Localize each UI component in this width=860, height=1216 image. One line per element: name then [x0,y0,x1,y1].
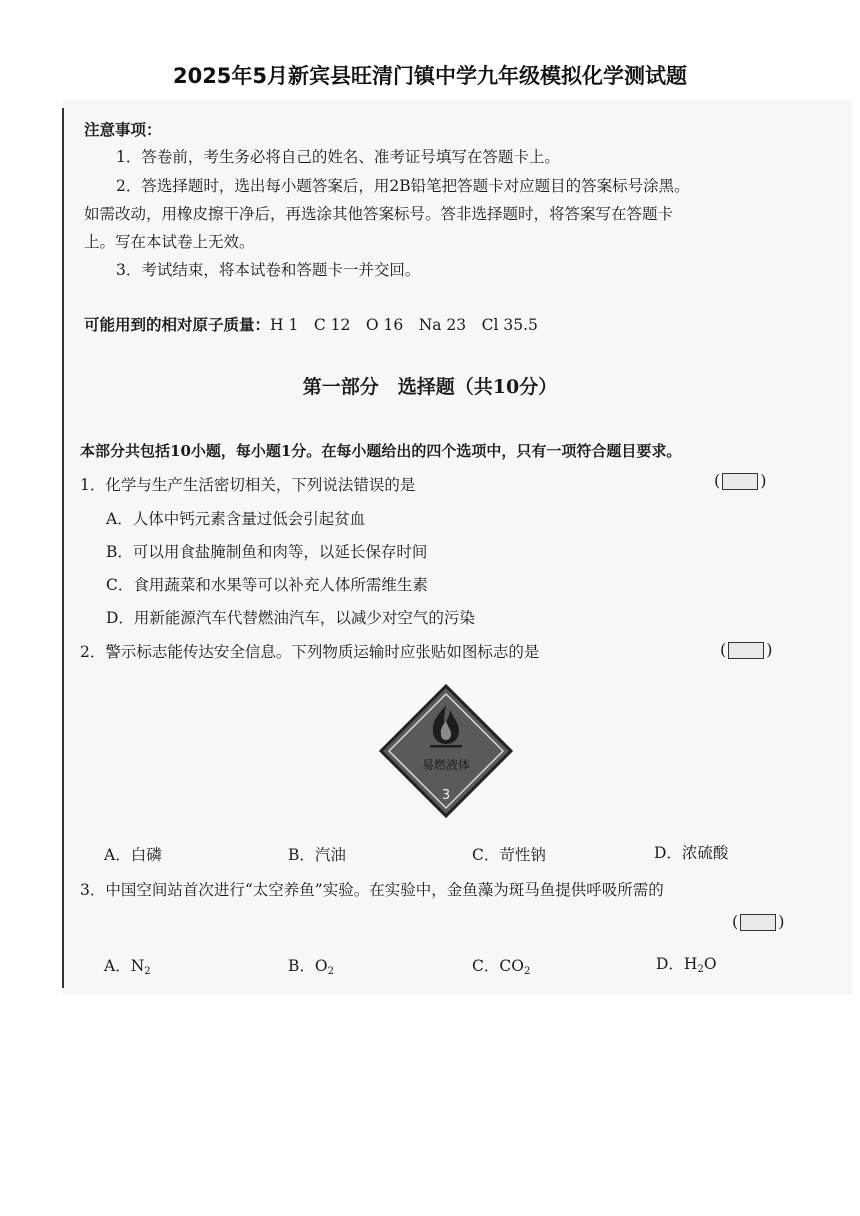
notice-item-2-line-3: 上。写在本试卷上无效。 [84,233,255,251]
section-1-instruction: 本部分共包括10小题，每小题1分。在每小题给出的四个选项中，只有一项符合题目要求。 [80,442,682,460]
q3-option-b [288,954,334,977]
q3-option-a [104,954,151,977]
sign-label: 易燃液体 [421,758,471,772]
q3-option-b-sub: 2 [327,966,334,977]
q3-answer-field[interactable] [740,914,776,931]
q1-paren-close: ) [760,471,767,490]
q1-option-c: C．食用蔬菜和水果等可以补充人体所需维生素 [106,576,428,594]
q1-paren-open: ( [714,471,721,490]
q3-option-d-sub: 2 [697,964,704,975]
exam-title: 2025年5月新宾县旺清门镇中学九年级模拟化学测试题 [172,64,688,88]
q2-option-a: A．白磷 [104,846,162,864]
notice-item-1: 1．答卷前，考生务必将自己的姓名、准考证号填写在答题卡上。 [116,148,560,166]
sign-class-number: 3 [441,788,451,803]
q1-answer-box[interactable] [714,471,767,490]
q2-stem: 2．警示标志能传达安全信息。下列物质运输时应张贴如图标志的是 [80,643,540,661]
atomic-masses-values: H 1 C 12 O 16 Na 23 Cl 35.5 [270,316,538,334]
q2-option-d: D．浓硫酸 [654,844,729,862]
q1-option-d: D．用新能源汽车代替燃油汽车，以减少对空气的污染 [106,609,475,627]
q1-option-a: A．人体中钙元素含量过低会引起贫血 [106,510,366,528]
q3-option-c-text: C．CO [472,957,524,975]
q2-option-b: B．汽油 [288,846,346,864]
notice-item-2-line-1: 2．答选择题时，选出每小题答案后，用2B铅笔把答题卡对应题目的答案标号涂黑。 [116,177,690,195]
q2-answer-field[interactable] [728,642,764,659]
q1-option-b: B．可以用食盐腌制鱼和肉等，以延长保存时间 [106,543,428,561]
q1-stem: 1．化学与生产生活密切相关，下列说法错误的是 [80,476,416,494]
flammable-liquid-sign [378,683,514,819]
atomic-masses-label: 可能用到的相对原子质量： [84,315,271,334]
q1-answer-field[interactable] [722,473,758,490]
notice-item-3: 3．考试结束，将本试卷和答题卡一并交回。 [116,261,421,279]
q2-answer-box[interactable] [720,640,773,659]
atomic-masses [84,313,538,335]
q3-stem: 3．中国空间站首次进行“太空养鱼”实验。在实验中，金鱼藻为斑马鱼提供呼吸所需的 [80,881,664,899]
q3-option-a-text: A．N [104,957,145,975]
section-1-title: 第一部分 选择题（共10分） [302,376,558,398]
q3-option-a-sub: 2 [144,966,151,977]
q3-answer-box[interactable] [732,912,785,931]
q2-option-c: C．苛性钠 [472,846,546,864]
binding-margin-line [62,108,64,988]
q3-option-b-text: B．O [288,957,328,975]
q3-option-d-text: D．H [656,955,698,973]
notice-item-2-line-2: 如需改动，用橡皮擦干净后，再选涂其他答案标号。答非选择题时，将答案写在答题卡 [84,205,674,223]
q3-option-d [656,952,717,975]
q2-paren-open: ( [720,640,727,659]
q2-paren-close: ) [766,640,773,659]
q3-option-d-suffix: O [703,955,717,973]
q3-paren-close: ) [778,912,785,931]
notice-heading: 注意事项： [84,120,162,139]
q3-option-c [472,954,530,977]
q3-option-c-sub: 2 [523,966,531,977]
q3-paren-open: ( [732,912,739,931]
